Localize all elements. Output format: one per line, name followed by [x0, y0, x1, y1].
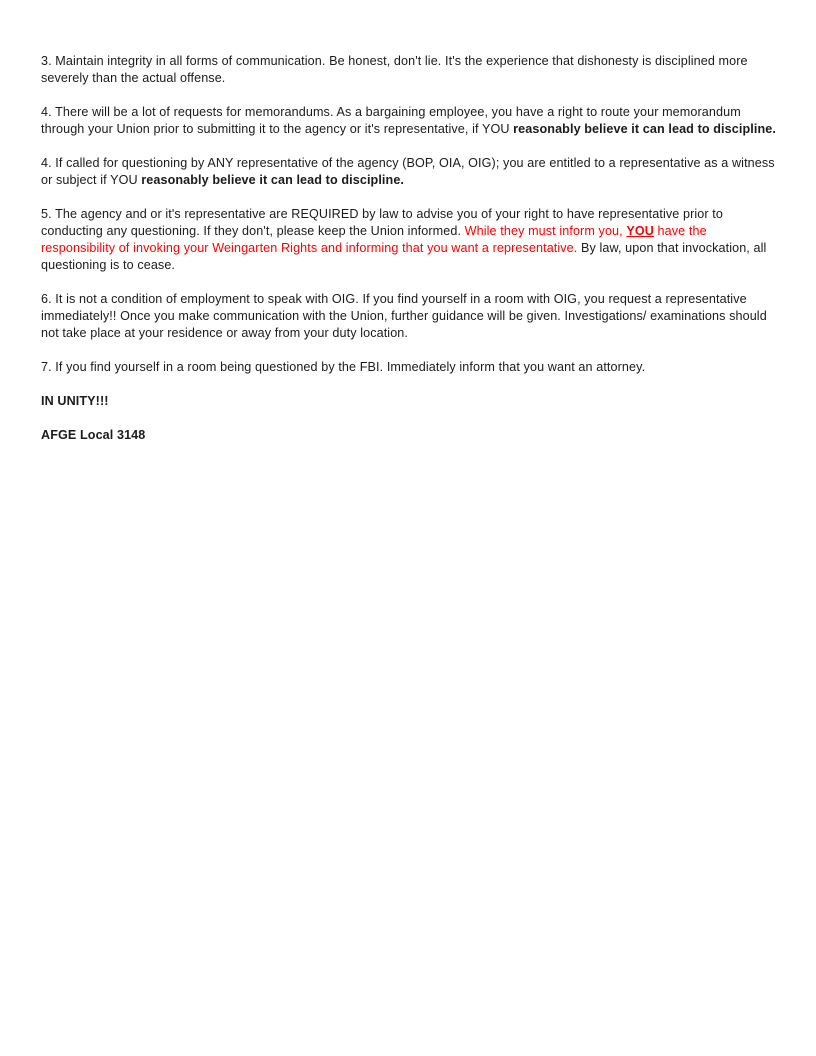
closing-in-unity — [41, 393, 776, 410]
paragraph-3-integrity — [41, 53, 776, 87]
text-run: While they must inform you, — [464, 224, 627, 238]
text-run: 4. There will be a lot of requests for memorandums. As a bargaining employee, you have a right to route your memorandum through your Union prior to submitting it to the agency or it's representative, if YOU — [41, 105, 741, 136]
text-run: 5. The agency and or it's representative are REQUIRED by law to advise you of your right to have representative prior to conducting any questioning. If they don't, please keep the Union informed. — [41, 207, 723, 238]
text-run: 4. If called for questioning by ANY representative of the agency (BOP, OIA, OIG); you are entitled to a representative as a witness or subject if YOU — [41, 156, 775, 187]
text-run: YOU — [626, 224, 654, 238]
document-body — [41, 53, 776, 444]
paragraph-4-memorandums — [41, 104, 776, 138]
text-run: 6. It is not a condition of employment to speak with OIG. If you find yourself in a room with OIG, you request a representative immediately!! Once you make communication with the Union, further guidance will be given. Investigations/ examinations should not take place at your residence or away from your duty location. — [41, 292, 767, 340]
text-run: 7. If you find yourself in a room being questioned by the FBI. Immediately inform that you want an attorney. — [41, 360, 646, 374]
text-run: IN UNITY!!! — [41, 394, 109, 408]
signature-afge-local-3148 — [41, 427, 776, 444]
paragraph-6-oig — [41, 291, 776, 342]
paragraph-5-weingarten-rights — [41, 206, 776, 274]
text-run: By law, upon that invockation, all questioning is to cease. — [41, 241, 767, 272]
text-run: 3. Maintain integrity in all forms of communication. Be honest, don't lie. It's the experience that dishonesty is disciplined more severely than the actual offense. — [41, 54, 748, 85]
paragraph-4-questioning — [41, 155, 776, 189]
text-run: reasonably believe it can lead to discipline. — [513, 122, 776, 136]
text-run: reasonably believe it can lead to discipline. — [141, 173, 405, 187]
text-run: AFGE Local 3148 — [41, 428, 146, 442]
text-run: have the responsibility of invoking your Weingarten Rights and informing that you want a representative. — [41, 224, 707, 255]
paragraph-7-fbi — [41, 359, 776, 376]
